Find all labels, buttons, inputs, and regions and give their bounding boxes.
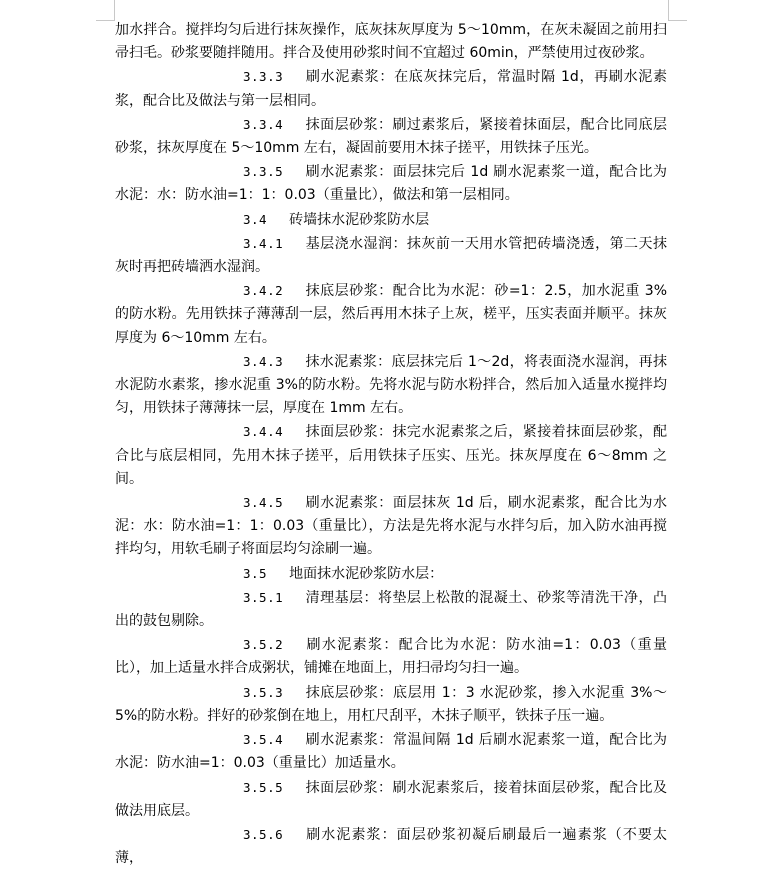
section-text: 清理基层：将垫层上松散的混凝土、砂浆等清洗干净，凸出的鼓包剔除。 (115, 589, 667, 630)
section-text: 刷水泥素浆：面层抹灰 1d 后，刷水泥素浆，配合比为水泥：水：防水油=1：1：0.03（重量比），方法是先将水泥与水拌匀后，加入防水油再搅拌均匀，用软毛刷子将面层均匀涂刷一遍。 (115, 495, 667, 558)
section-text: 基层浇水湿润：抹灰前一天用水管把砖墙浇透，第二天抹灰时再把砖墙洒水湿润。 (115, 235, 667, 276)
paragraph-3-3-4 (115, 113, 667, 160)
section-text: 抹面层砂浆：刷水泥素浆后，接着抹面层砂浆，配合比及做法用底层。 (115, 779, 667, 819)
paragraph-3-5-4 (115, 728, 667, 775)
section-number: 3.5 (243, 565, 268, 581)
paragraph-3-4-3 (115, 350, 667, 421)
section-text: 抹面层砂浆：抹完水泥素浆之后，紧接着抹面层砂浆，配合比与底层相同，先用木抹子搓平，后用铁抹子压实、压光。抹灰厚度在 6～8mm 之间。 (115, 424, 667, 487)
section-text: 抹底层砂浆：配合比为水泥：砂=1：2.5，加水泥重 3%的防水粉。先用铁抹子薄薄刮一层，然后再用木抹子上灰，槎平，压实表面并顺平。抹灰厚度为 6～10mm 左右。 (115, 283, 667, 346)
section-text: 抹水泥素浆：底层抹完后 1～2d，将表面浇水湿润，再抹水泥防水素浆，掺水泥重 3%的防水粉。先将水泥与防水粉拌合，然后加入适量水搅拌均匀，用铁抹子薄薄抹一层，厚度在 1mm 左右。 (115, 353, 667, 417)
section-number: 3.5.1 (243, 589, 284, 605)
section-number: 3.3.5 (243, 164, 284, 180)
paragraph-3-4-2 (115, 279, 667, 350)
section-number: 3.4.4 (243, 424, 284, 440)
section-text: 抹面层砂浆：刷过素浆后，紧接着抹面层，配合比同底层砂浆，抹灰厚度在 5～10mm 左右，凝固前要用木抹子搓平，用铁抹子压光。 (115, 116, 667, 157)
section-number: 3.5.6 (243, 826, 284, 842)
continuation-paragraph: 加水拌合。搅拌均匀后进行抹灰操作，底灰抹灰厚度为 5～10mm，在灰未凝固之前用扫帚扫毛。砂浆要随拌随用。拌合及使用砂浆时间不宜超过 60min，严禁使用过夜砂浆。 (115, 22, 667, 62)
section-number: 3.5.2 (243, 637, 284, 653)
section-number: 3.4 (243, 211, 268, 227)
section-text: 刷水泥素浆：配合比为水泥：防水油=1：0.03（重量比），加上适量水拌合成粥状，铺摊在地面上，用扫帚均匀扫一遍。 (115, 637, 667, 677)
paragraph-3-5-5 (115, 776, 667, 823)
top-left-margin-mark (96, 0, 115, 21)
top-right-margin-mark (668, 0, 687, 21)
section-heading: 砖墙抹水泥砂浆防水层 (289, 211, 430, 228)
section-heading: 地面抹水泥砂浆防水层： (289, 565, 444, 582)
section-number: 3.5.5 (243, 779, 284, 795)
paragraph-3-5-3 (115, 681, 667, 728)
section-text: 刷水泥素浆：面层抹完后 1d 刷水泥素浆一道，配合比为水泥：水：防水油=1：1：0.03（重量比），做法和第一层相同。 (115, 164, 667, 204)
paragraph-3-5-1 (115, 586, 667, 633)
section-text: 抹底层砂浆：底层用 1：3 水泥砂浆，掺入水泥重 3%～5%的防水粉。拌好的砂浆倒在地上，用杠尺刮平，木抹子顺平，铁抹子压一遍。 (115, 684, 667, 724)
section-number: 3.5.3 (243, 684, 284, 700)
paragraph-3-4-1 (115, 232, 667, 279)
paragraph-3-5-2 (115, 633, 667, 680)
heading-3-4 (115, 208, 667, 232)
paragraph-3-4-4 (115, 420, 667, 491)
section-number: 3.4.3 (243, 353, 284, 369)
paragraph-3-3-3 (115, 65, 667, 112)
section-number: 3.4.2 (243, 283, 284, 299)
section-text: 刷水泥素浆：常温间隔 1d 后刷水泥素浆一道，配合比为水泥：防水油=1：0.03（重量比）加适量水。 (115, 732, 667, 772)
section-number: 3.3.3 (243, 69, 284, 85)
paragraph-3-3-5 (115, 160, 667, 207)
section-number: 3.5.4 (243, 732, 284, 748)
section-number: 3.3.4 (243, 116, 284, 132)
paragraph-3-4-5 (115, 491, 667, 562)
paragraph-3-5-6 (115, 823, 667, 870)
section-number: 3.4.5 (243, 495, 284, 511)
section-text: 刷水泥素浆：面层砂浆初凝后刷最后一遍素浆（不要太薄， (115, 826, 667, 867)
section-number: 3.4.1 (243, 235, 284, 251)
heading-3-5 (115, 562, 667, 586)
section-text: 刷水泥素浆：在底灰抹完后，常温时隔 1d，再刷水泥素浆，配合比及做法与第一层相同。 (115, 69, 667, 109)
document-body (115, 0, 667, 870)
